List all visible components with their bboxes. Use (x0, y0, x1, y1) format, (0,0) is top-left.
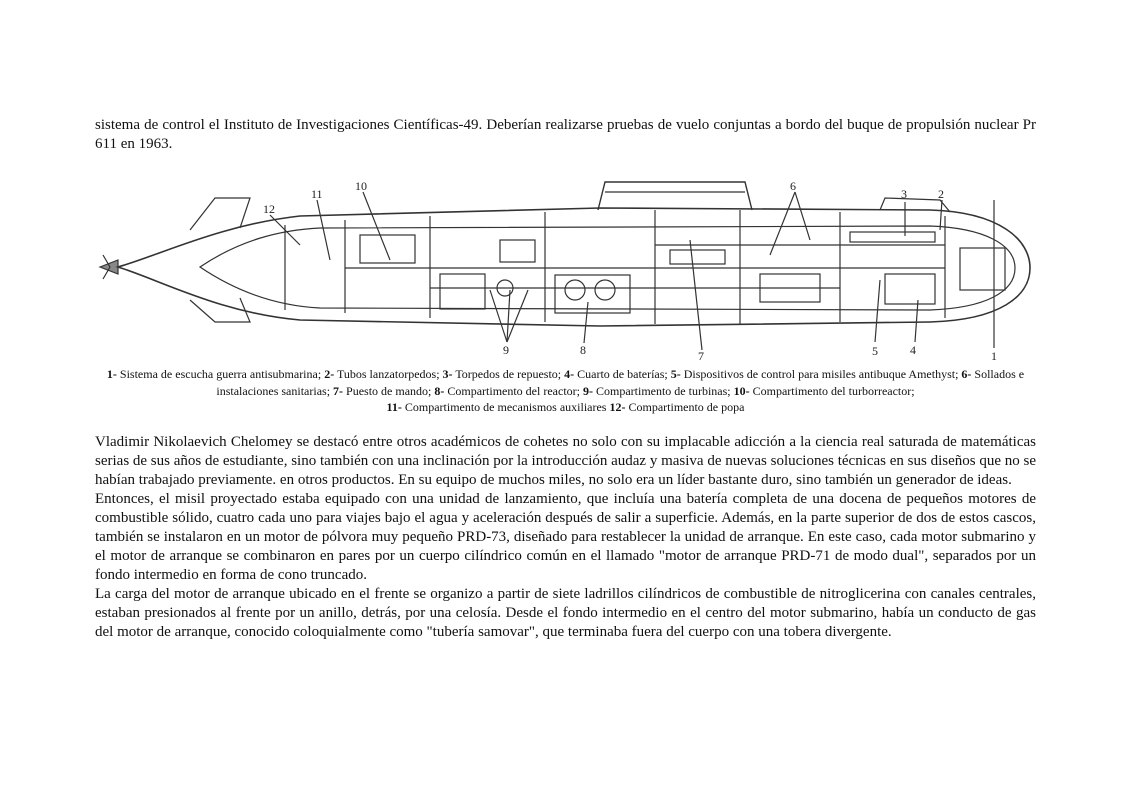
caption-num-8: 8- (434, 383, 445, 398)
diagram-label-11: 11 (311, 187, 323, 201)
caption-text-3: Torpedos de repuesto; (452, 367, 565, 381)
caption-text-12: Compartimento de popa (625, 400, 745, 414)
diagram-label-9: 9 (503, 343, 509, 357)
diagram-label-12: 12 (263, 202, 275, 216)
figure-caption (95, 366, 1036, 416)
diagram-label-7: 7 (698, 349, 704, 363)
diagram-label-6: 6 (790, 179, 796, 193)
caption-num-3: 3- (442, 367, 453, 381)
body-paragraph-1: Vladimir Nikolaevich Chelomey se destacó entre otros académicos de cohetes no solo con su implacable adicción a la ciencia real saturada de matemáticas serias de sus años de estudiante, sino también con una inclinación por la introducción audaz y masiva de nuevas soluciones técnicas en sus diseños que no se habían trabajado previamente. en otros productos. En su equipo de muchos miles, no solo era un líder bastante duro, sino también un generador de ideas. (95, 434, 1037, 488)
body-paragraph-3: La carga del motor de arranque ubicado en el frente se organizo a partir de siete ladrillos cilíndricos de combustible de nitroglicerina con canales centrales, estaban presionados al frente por un anillo, detrás, por una celosía. Desde el fondo intermedio en el centro del motor submarino, había un conducto de gas del motor de arranque, conocido coloquialmente como "tubería samovar", que terminaba fuera del cuerpo con una tobera divergente. (95, 586, 1036, 640)
diagram-label-3: 3 (901, 187, 907, 201)
caption-num-5: 5- (670, 367, 681, 381)
caption-text-1: Sistema de escucha guerra antisubmarina; (116, 367, 325, 381)
caption-text-4: Cuarto de baterías; (574, 367, 671, 381)
diagram-label-2: 2 (938, 187, 944, 201)
body-text (95, 433, 1036, 642)
caption-text-7: Puesto de mando; (343, 383, 435, 398)
caption-text-11: Compartimento de mecanismos auxiliares (401, 400, 610, 414)
intro-paragraph: sistema de control el Instituto de Investigaciones Científicas-49. Deberían realizarse pruebas de vuelo conjuntas a bordo del buque de propulsión nuclear Pr 611 en 1963. (95, 117, 1036, 152)
caption-text-10: Compartimento del turborreactor; (749, 383, 915, 398)
body-paragraph-2: Entonces, el misil proyectado estaba equipado con una unidad de lanzamiento, que incluía una batería completa de una docena de pequeños motores de combustible sólido, cuatro cada uno para viajes bajo el agua y aceleración después de salir a superficie. Además, en la parte superior de dos de estos cascos, también se instalaron en un motor de pólvora muy pequeño PRD-73, diseñado para restablecer la unidad de arranque. En este caso, cada motor submarino y el motor de arranque se combinaron en pares por un cuerpo cilíndrico común en el llamado "motor de arranque PRD-71 de modo dual", separados por un fondo intermedio en forma de cono truncado. (95, 491, 1036, 583)
caption-num-12: 12- (609, 400, 626, 414)
diagram-label-1: 1 (991, 349, 997, 363)
caption-num-6: 6- (961, 367, 972, 381)
caption-text-5: Dispositivos de control para misiles antibuque Amethyst; (680, 367, 962, 381)
caption-num-4: 4- (564, 367, 575, 381)
caption-num-11: 11- (386, 400, 402, 414)
caption-text-2: Tubos lanzatorpedos; (334, 367, 443, 381)
diagram-label-8: 8 (580, 343, 586, 357)
caption-text-6: Sollados e instalaciones sanitarias; (216, 367, 1025, 398)
caption-text-8: Compartimento del reactor; (444, 383, 583, 398)
caption-num-7: 7- (333, 383, 344, 398)
diagram-label-5: 5 (872, 344, 878, 358)
submarine-cutaway-diagram (0, 170, 1132, 365)
caption-num-9: 9- (582, 383, 593, 398)
diagram-label-10: 10 (355, 179, 367, 193)
caption-text-9: Compartimento de turbinas; (592, 383, 734, 398)
caption-num-1: 1- (106, 367, 117, 381)
diagram-label-4: 4 (910, 343, 916, 357)
caption-num-2: 2- (324, 367, 335, 381)
caption-num-10: 10- (733, 383, 750, 398)
